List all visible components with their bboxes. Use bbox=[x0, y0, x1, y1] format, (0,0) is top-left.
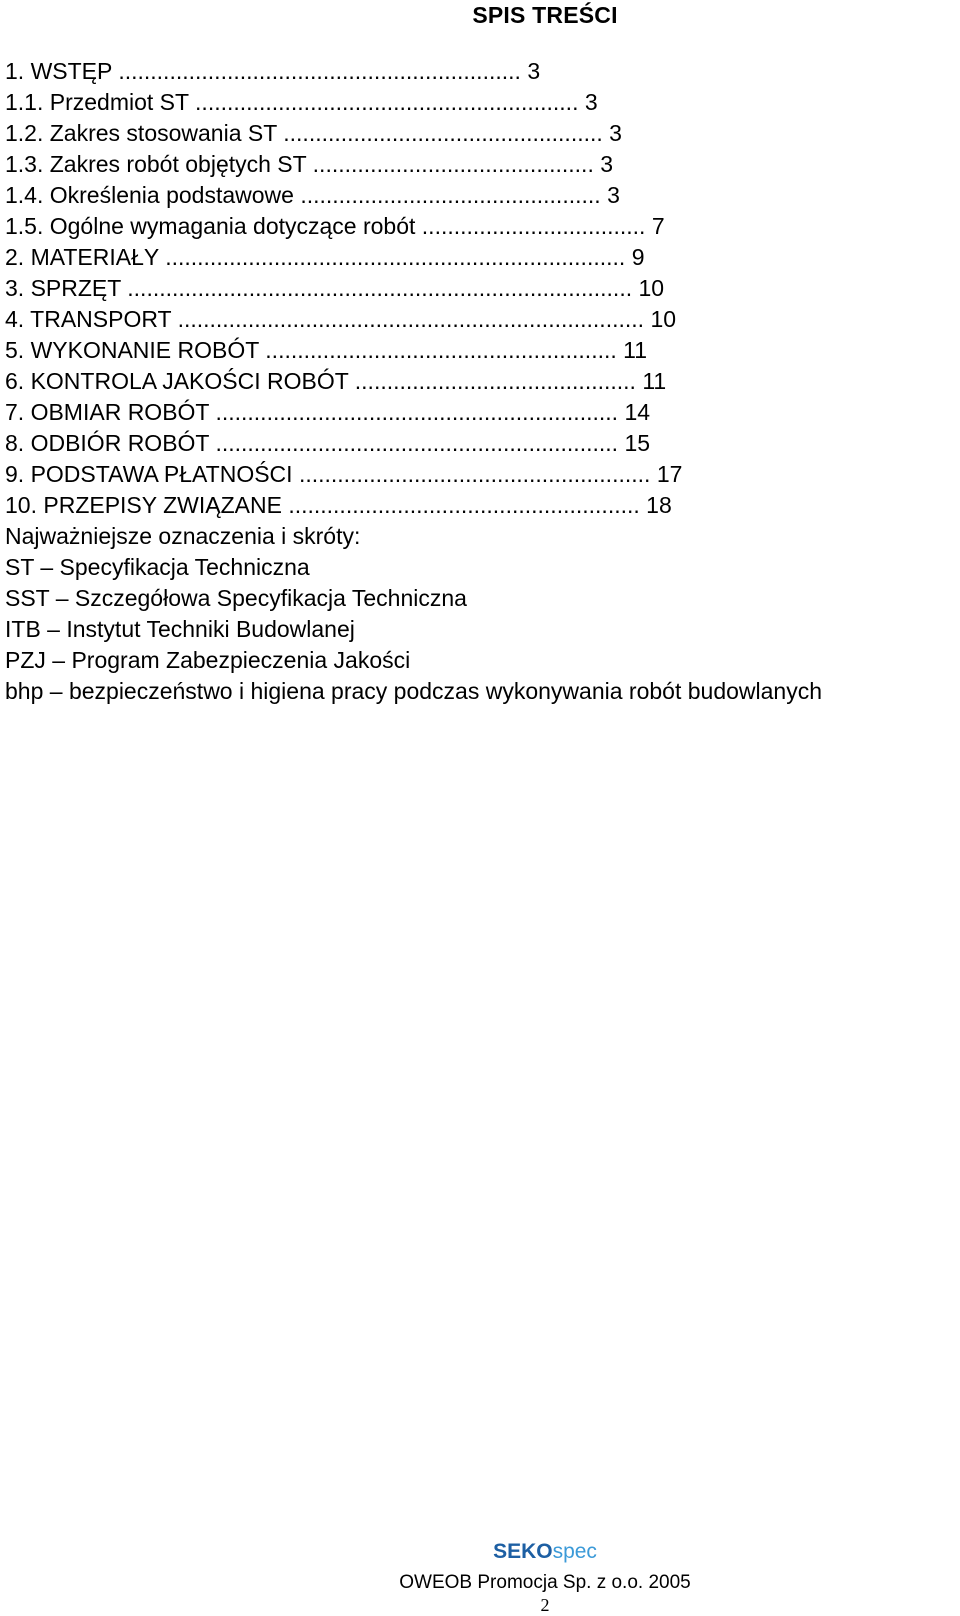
toc-entry bbox=[5, 56, 955, 87]
toc-entry-dots: ............................................................ bbox=[195, 89, 579, 115]
toc-entry-dots: ....................................................... bbox=[298, 461, 651, 487]
abbreviation-item: PZJ – Program Zabezpieczenia Jakości bbox=[5, 647, 411, 673]
toc-entry bbox=[5, 490, 955, 521]
toc-entry-page: 3 bbox=[600, 151, 614, 177]
abbreviation-item: bhp – bezpieczeństwo i higiena pracy podczas wykonywania robót budowlanych bbox=[5, 678, 822, 704]
toc-entry-page: 9 bbox=[631, 244, 645, 270]
toc-entry bbox=[5, 180, 955, 211]
toc-entry-dots: ............................................................... bbox=[118, 58, 521, 84]
table-of-contents bbox=[5, 56, 955, 707]
toc-entry-label: 1.1. Przedmiot ST bbox=[5, 89, 189, 115]
footer-company: OWEOB Promocja Sp. z o.o. 2005 bbox=[399, 1572, 691, 1593]
toc-entry-page: 3 bbox=[607, 182, 620, 208]
toc-entry bbox=[5, 335, 955, 366]
toc-entry-dots: ............................................... bbox=[300, 182, 601, 208]
toc-entry bbox=[5, 118, 955, 149]
toc-entry-page: 11 bbox=[642, 368, 667, 394]
toc-entry-page: 10 bbox=[650, 306, 677, 332]
toc-entry-label: 1. WSTĘP bbox=[5, 58, 112, 84]
page-number: 2 bbox=[540, 1595, 550, 1615]
toc-entry-dots: ........................................................................ bbox=[165, 244, 626, 270]
toc-entry-label: 4. TRANSPORT bbox=[5, 306, 172, 332]
toc-entry-dots: ............................................ bbox=[354, 368, 636, 394]
toc-entry-label: 1.3. Zakres robót objętych ST bbox=[5, 151, 307, 177]
toc-entry-label: 7. OBMIAR ROBÓT bbox=[5, 399, 210, 425]
toc-entry bbox=[5, 397, 955, 428]
toc-entry bbox=[5, 273, 955, 304]
toc-entry-page: 3 bbox=[609, 120, 622, 146]
toc-entry-dots: ............................................................... bbox=[215, 430, 619, 456]
toc-entry-label: 8. ODBIÓR ROBÓT bbox=[5, 430, 210, 456]
toc-entry-page: 14 bbox=[624, 399, 651, 425]
toc-entry-dots: ............................................................... bbox=[215, 399, 619, 425]
toc-entry-dots: ............................................................................... bbox=[127, 275, 633, 301]
toc-entry bbox=[5, 149, 955, 180]
brand-part-spec: spec bbox=[552, 1540, 597, 1563]
toc-entry-label: 10. PRZEPISY ZWIĄZANE bbox=[5, 492, 282, 518]
toc-entry-page: 11 bbox=[623, 337, 648, 363]
toc-entry-dots: ............................................ bbox=[312, 151, 594, 177]
abbreviation-item: SST – Szczegółowa Specyfikacja Techniczna bbox=[5, 585, 467, 611]
toc-entry-page: 15 bbox=[624, 430, 651, 456]
toc-entry-label: 1.5. Ogólne wymagania dotyczące robót bbox=[5, 213, 416, 239]
toc-entry-label: 1.4. Określenia podstawowe bbox=[5, 182, 294, 208]
toc-entry-page: 17 bbox=[656, 461, 683, 487]
toc-entry-page: 7 bbox=[651, 213, 665, 239]
toc-entry bbox=[5, 304, 955, 335]
toc-entry-dots: ................................... bbox=[421, 213, 646, 239]
abbreviation-item: ST – Specyfikacja Techniczna bbox=[5, 554, 310, 580]
toc-entry-label: 2. MATERIAŁY bbox=[5, 244, 159, 270]
brand-part-seko: SEKO bbox=[493, 1540, 553, 1563]
toc-entry bbox=[5, 242, 955, 273]
toc-entry-label: 5. WYKONANIE ROBÓT bbox=[5, 337, 259, 363]
page-title: SPIS TREŚCI bbox=[472, 2, 618, 28]
toc-entry-label: 9. PODSTAWA PŁATNOŚCI bbox=[5, 461, 293, 487]
toc-entry-label: 6. KONTROLA JAKOŚCI ROBÓT bbox=[5, 368, 349, 394]
toc-entry-dots: ....................................................... bbox=[288, 492, 640, 518]
toc-entry-page: 3 bbox=[584, 89, 598, 115]
toc-entry-dots: .................................................. bbox=[283, 120, 603, 146]
toc-entry-dots: ......................................................................... bbox=[177, 306, 645, 332]
toc-entry bbox=[5, 459, 955, 490]
toc-entry bbox=[5, 211, 955, 242]
toc-entry bbox=[5, 87, 955, 118]
footer-brand-logo bbox=[0, 1540, 960, 1564]
toc-entry bbox=[5, 366, 955, 397]
abbreviations-heading: Najważniejsze oznaczenia i skróty: bbox=[5, 523, 361, 549]
toc-entry-label: 3. SPRZĘT bbox=[5, 275, 121, 301]
toc-entry-label: 1.2. Zakres stosowania ST bbox=[5, 120, 277, 146]
toc-entry bbox=[5, 428, 955, 459]
toc-entry-page: 3 bbox=[527, 58, 541, 84]
toc-entry-page: 18 bbox=[646, 492, 672, 518]
abbreviation-item: ITB – Instytut Techniki Budowlanej bbox=[5, 616, 355, 642]
toc-entry-dots: ....................................................... bbox=[265, 337, 617, 363]
toc-entry-page: 10 bbox=[638, 275, 665, 301]
